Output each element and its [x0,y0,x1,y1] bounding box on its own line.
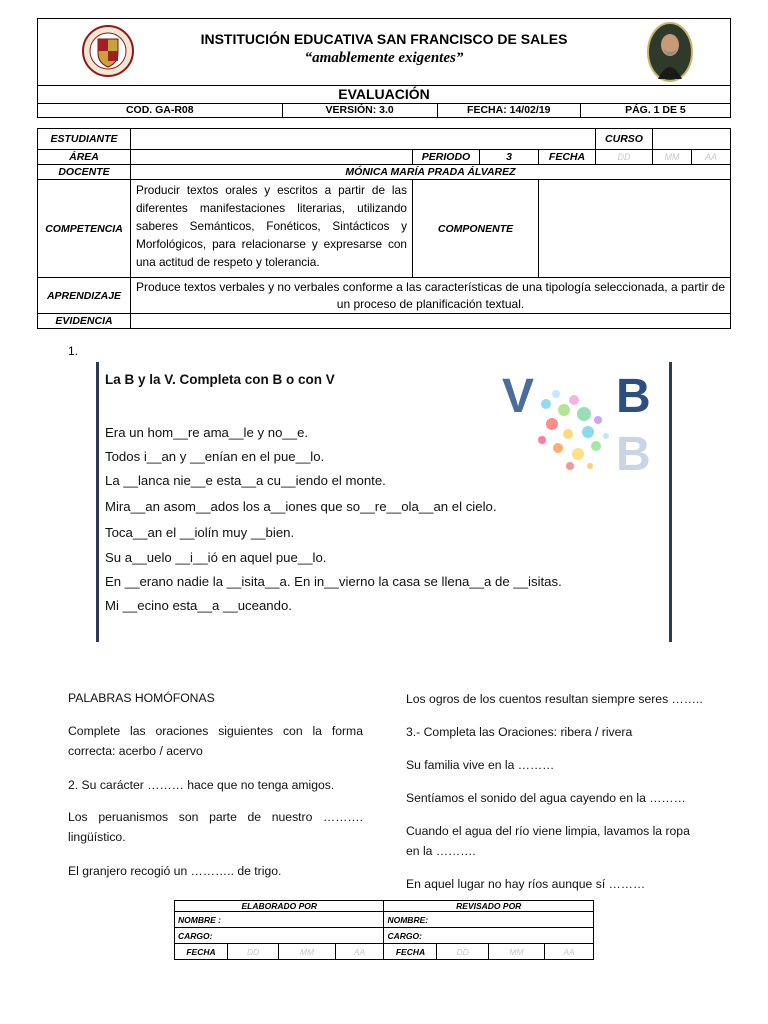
document-version: VERSIÓN: 3.0 [283,103,438,117]
exercise-left-border [96,362,99,642]
question-3b: Sentíamos el sonido del agua cayendo en la ……… [406,791,686,805]
question-ogros: Los ogros de los cuentos resultan siempre seres …….. [406,692,703,706]
question-3c: Cuando el agua del río viene limpia, lavamos la ropa en la ………. [406,824,690,858]
exercise-line: Mira__an asom__ados los a__iones que so__re__ola__an el cielo. [105,499,497,514]
revisado-fecha-day[interactable]: DD [437,944,488,960]
question-2b: Los peruanismos son parte de nuestro ………. lingüístico. [68,810,363,844]
document-page: PÁG. 1 DE 5 [625,104,686,116]
header-title-row [38,19,730,86]
elaborado-header: ELABORADO POR [175,901,384,912]
question-3-heading: 3.- Completa las Oraciones: ribera / rivera [406,725,633,739]
institution-motto: “amablemente exigentes” [304,50,464,66]
exercise-line: En __erano nadie la __isita__a. En in__vierno la casa se llena__a de __isitas. [105,574,562,589]
letter-b-faded-graphic: B [616,428,651,480]
revisado-fecha-year[interactable]: AA [545,944,594,960]
componente-label: COMPONENTE [413,180,539,278]
exercise-right-border [669,362,672,642]
homophones-instruction: Complete las oraciones siguientes con la forma correcta: acerbo / acervo [68,724,363,758]
periodo-value: 3 [480,150,539,165]
saint-portrait-image [646,21,694,83]
fecha-label: FECHA [539,150,596,165]
area-label: ÁREA [38,150,131,165]
elaborado-nombre[interactable]: NOMBRE : [175,912,384,928]
question-2c: El granjero recogió un ……….. de trigo. [68,864,282,878]
document-code: COD. GA-R08 [38,103,283,117]
institution-name: INSTITUCIÓN EDUCATIVA SAN FRANCISCO DE SALES [200,31,568,47]
evaluation-title-row [38,85,730,104]
elaborado-fecha-day[interactable]: DD [228,944,279,960]
fecha-day[interactable]: DD [596,150,653,165]
docente-label: DOCENTE [38,165,131,180]
curso-label: CURSO [596,129,653,150]
elaborado-fecha-month[interactable]: MM [279,944,335,960]
exercise-line: Era un hom__re ama__le y no__e. [105,425,309,440]
aprendizaje-value: Produce textos verbales y no verbales conforme a las características de una tipología seleccionada, a partir de un proceso de planificación textual. [131,278,731,314]
elaborado-cargo[interactable]: CARGO: [175,928,384,944]
exercise-line: La __lanca nie__e esta__a cu__iendo el monte. [105,473,386,488]
componente-field[interactable] [539,180,731,278]
curso-field[interactable] [653,129,731,150]
revisado-nombre[interactable]: NOMBRE: [384,912,594,928]
revisado-cargo[interactable]: CARGO: [384,928,594,944]
exercise-title: La B y la V. Completa con B o con V [105,372,335,387]
area-field[interactable] [131,150,413,165]
exercise-line: Toca__an el __iolín muy __bien. [105,525,295,540]
estudiante-label: ESTUDIANTE [38,129,131,150]
docente-value: MÓNICA MARÍA PRADA ÁLVAREZ [131,165,731,180]
bv-bubbles-illustration [498,362,656,480]
revisado-header: REVISADO POR [384,901,594,912]
revisado-fecha-label: FECHA [384,944,437,960]
estudiante-field[interactable] [131,129,596,150]
question-3d: En aquel lugar no hay ríos aunque sí ……… [406,877,646,891]
document-header [37,18,731,118]
evidencia-field[interactable] [131,314,731,329]
document-meta-row [38,103,730,117]
competencia-value: Producir textos orales y escritos a partir de las diferentes manifestaciones literarias, utilizando saberes Semánticos, Fonéticos, Sintácticos y Morfológicos, para relacionarse y expresarse con una actitud de respeto y tolerancia. [131,180,413,278]
elaborado-fecha-label: FECHA [175,944,228,960]
revisado-fecha-month[interactable]: MM [488,944,544,960]
exercise-b-v [96,362,672,642]
competencia-label: COMPETENCIA [38,180,131,278]
homophones-heading: PALABRAS HOMÓFONAS [68,691,215,705]
fecha-year[interactable]: AA [692,150,731,165]
evidencia-label: EVIDENCIA [38,314,131,329]
evaluation-title: EVALUACIÓN [338,86,430,102]
exercise-line: Mi __ecino esta__a __uceando. [105,598,292,613]
exercise-number: 1. [68,344,79,358]
aprendizaje-label: APRENDIZAJE [38,278,131,314]
fecha-month[interactable]: MM [653,150,692,165]
question-3a: Su familia vive en la ……… [406,758,555,772]
letter-v-graphic: V [502,370,535,423]
elaborado-fecha-year[interactable]: AA [335,944,384,960]
exercise-line: Su a__uelo __i__ió en aquel pue__lo. [105,550,327,565]
exercise-line: Todos i__an y __enían en el pue__lo. [105,449,325,464]
document-date: FECHA: 14/02/19 [438,103,581,117]
question-2a: 2. Su carácter ……… hace que no tenga amigos. [68,778,335,792]
student-info-table [37,128,731,329]
signature-table [174,900,594,960]
letter-b-graphic: B [616,370,651,423]
periodo-label: PERIODO [413,150,480,165]
